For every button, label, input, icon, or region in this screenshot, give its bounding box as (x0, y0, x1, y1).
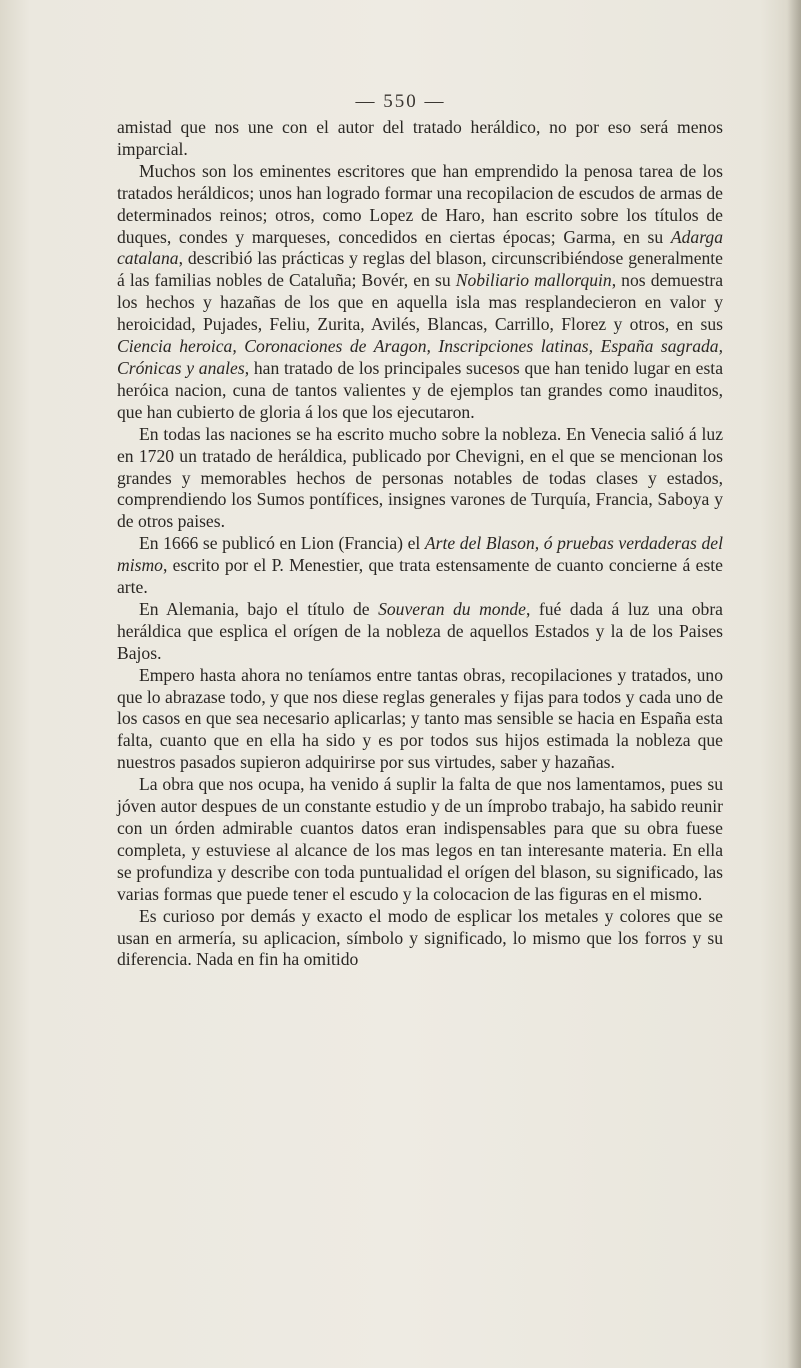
text-run: Muchos son los eminentes escritores que han emprendido la penosa tarea de los tratados heráldicos; unos han logrado formar una recopilacion de escudos de armas de determinados reinos; otros, como Lopez de Haro, han escrito sobre los títulos de duques, condes y marqueses, concedidos en ciertas épocas; Garma, en su (117, 160, 723, 247)
paragraph (117, 424, 723, 534)
text-run: , escrito por el P. Menestier, que trata estensamente de cuanto concierne á este arte. (117, 555, 723, 598)
paragraph (117, 117, 723, 161)
text-run: Empero hasta ahora no teníamos entre tantas obras, recopilaciones y tratados, uno que lo abrazase todo, y que nos diese reglas generales y fijas para todos y cada uno de los casos en que sea necesario aplicarlas; y tanto mas sensible se hacia en España esta falta, cuanto que en ella ha sido y es por todos sus hijos estimada la nobleza que nuestros pasados supieron adquirirse por sus virtudes, saber y hazañas. (117, 664, 723, 773)
text-run: En Alemania, bajo el título de (139, 598, 379, 619)
paragraph (117, 161, 723, 424)
text-run: , fué dada á luz una obra heráldica que esplica el orígen de la nobleza de aquellos Estados y la de los Paises Bajos. (117, 598, 723, 663)
page-number: — 550 — (355, 91, 446, 112)
text-run: En todas las naciones se ha escrito mucho sobre la nobleza. En Venecia salió á luz en 1720 un tratado de heráldica, publicado por Chevigni, en el que se mencionan los grandes y memorables hechos de personas notables de todas clases y estados, comprendiendo los Sumos pontífices, insignes varones de Turquía, Francia, Saboya y de otros paises. (117, 423, 723, 532)
text-run: amistad que nos une con el autor del tratado heráldico, no por eso será menos imparcial. (117, 117, 723, 159)
paragraph (117, 599, 723, 665)
paragraph (117, 533, 723, 599)
text-run: Es curioso por demás y exacto el modo de esplicar los metales y colores que se usan en armería, su aplicacion, símbolo y significado, lo mismo que los forros y su diferencia. Nada en fin ha omitido (117, 905, 723, 970)
body-text (117, 117, 723, 971)
text-run: La obra que nos ocupa, ha venido á suplir la falta de que nos lamentamos, pues su jóven autor despues de un constante estudio y de un ímprobo trabajo, ha sabido reunir con un órden admirable cuantos datos eran indispensables para que su obra fuese completa, y estuviese al alcance de los mas legos en tan interesante materia. En ella se profundiza y describe con toda puntualidad el orígen del blason, su significado, las varias formas que puede tener el escudo y la colocacion de las figuras en el mismo. (117, 774, 723, 904)
italic-title-text: Nobiliario mallorquin (455, 270, 612, 291)
italic-title-text: Souveran du monde (378, 598, 526, 619)
italic-title-text: Arte del Blason, ó pruebas verdaderas del mismo (117, 533, 723, 576)
italic-title-text: Ciencia heroica, Coronaciones de Aragon, Inscripciones latinas, España sagrada, Crónicas y anales (117, 336, 723, 378)
text-run: En 1666 se publicó en Lion (Francia) el (139, 533, 425, 554)
paragraph (117, 774, 723, 905)
text-run: , describió las prácticas y reglas del blason, circunscribiéndose generalmente á las familias nobles de Cataluña; Bovér, en su (117, 248, 723, 291)
italic-title-text: Adarga catalana (117, 226, 723, 269)
paragraph (117, 665, 723, 775)
text-run: , nos demuestra los hechos y hazañas de los que en aquella isla mas resplandecieron en valor y heroicidad, Pujades, Feliu, Zurita, Avilés, Blancas, Carrillo, Florez y otros, en sus (117, 270, 724, 335)
page-edge-shadow (787, 0, 801, 1368)
text-run: , han tratado de los principales sucesos que han tenido lugar en esta heróica nacion, cuna de tantos valientes y de ejemplos tan grandes como inauditos, que han cubierto de gloria á los que los ejecutaron. (117, 357, 723, 422)
paragraph (117, 906, 723, 972)
